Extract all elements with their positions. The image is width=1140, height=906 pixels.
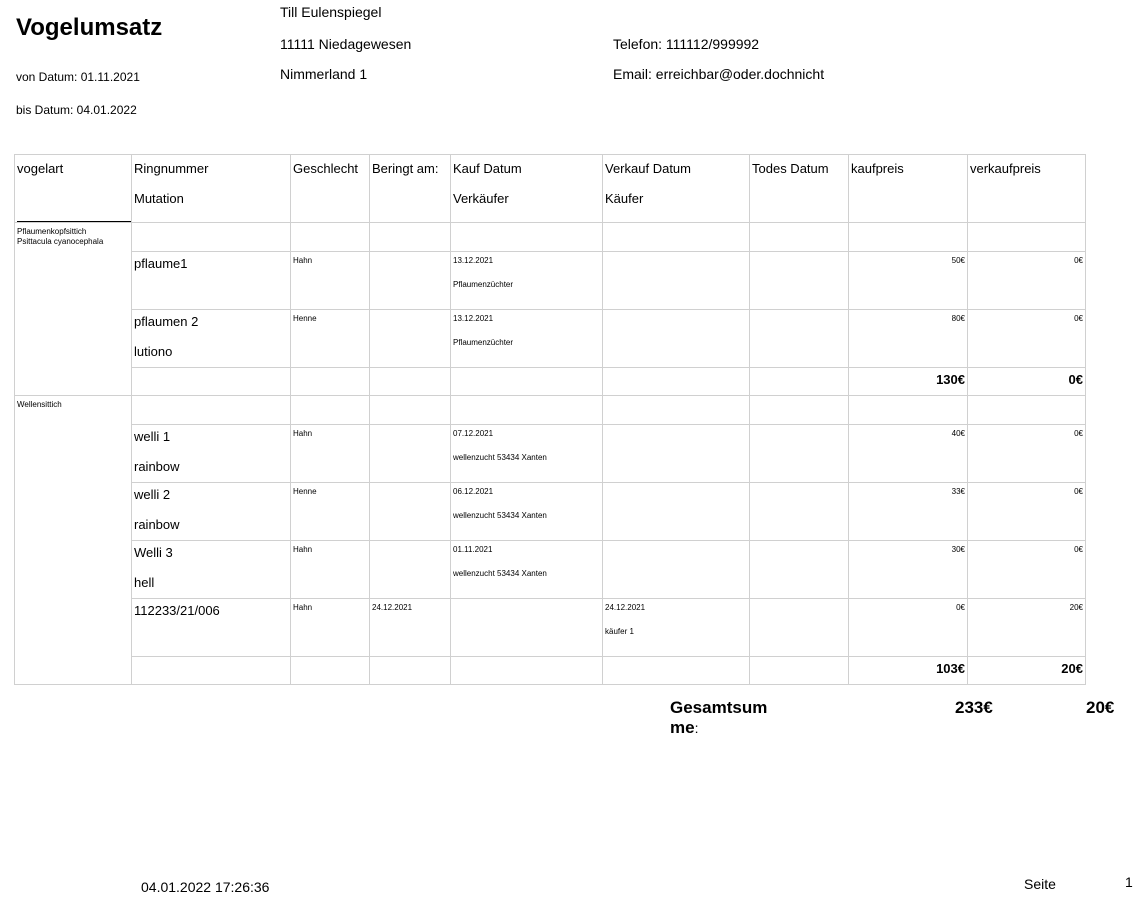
subtotal-buy: 130€ [849,368,968,396]
table-row: welli 2 rainbow Henne 06.12.2021 wellenzucht 53434 Xanten 33€ 0€ [15,483,1086,541]
col-ringnummer: Ringnummer Mutation [132,155,291,223]
group-subtotal-row [15,368,1086,396]
from-date: von Datum: 01.11.2021 [16,70,140,84]
table-row: 112233/21/006 Hahn 24.12.2021 24.12.2021 käufer 1 0€ 20€ [15,599,1086,657]
bird-sales-table [14,154,1086,685]
grand-total-buy: 233€ [955,698,993,717]
col-geschlecht: Geschlecht [291,155,370,223]
species-name: Pflaumenkopfsittich [17,227,87,236]
owner-email: Email: erreichbar@oder.dochnicht [613,66,825,82]
page-label: Seite [1024,876,1056,892]
group-header-row [15,396,1086,425]
owner-name: Till Eulenspiegel [280,4,382,20]
to-date: bis Datum: 04.01.2022 [16,103,137,117]
table-row: pflaumen 2 lutiono Henne 13.12.2021 Pflaumenzüchter 80€ 0€ [15,310,1086,368]
grand-total-label: Gesamtsum me: [670,698,768,737]
col-verkauf-datum: Verkauf Datum Käufer [603,155,750,223]
owner-city: 11111 Niedagewesen [280,36,412,52]
table-row: welli 1 rainbow Hahn 07.12.2021 wellenzucht 53434 Xanten 40€ 0€ [15,425,1086,483]
table-row: pflaume1 Hahn 13.12.2021 Pflaumenzüchter 50€ 0€ [15,252,1086,310]
owner-street: Nimmerland 1 [280,66,368,82]
col-kauf-datum: Kauf Datum Verkäufer [451,155,603,223]
table-row: Welli 3 hell Hahn 01.11.2021 wellenzucht 53434 Xanten 30€ 0€ [15,541,1086,599]
group-header-row [15,223,1086,252]
col-vogelart: vogelart [15,155,132,223]
group-species-cell [15,396,132,685]
species-name: Wellensittich [17,400,62,409]
col-kaufpreis: kaufpreis [849,155,968,223]
header-row [15,155,1086,223]
print-timestamp: 04.01.2022 17:26:36 [141,879,270,895]
subtotal-sell: 20€ [968,657,1086,685]
col-beringt: Beringt am: [370,155,451,223]
owner-phone: Telefon: 111112/999992 [613,36,760,52]
subtotal-sell: 0€ [968,368,1086,396]
group-species-cell [15,223,132,396]
species-latin: Psittacula cyanocephala [17,237,104,246]
report-title: Vogelumsatz [16,14,163,41]
grand-total-sell: 20€ [1086,698,1115,717]
col-todes-datum: Todes Datum [750,155,849,223]
page-number: 1 [1125,874,1133,890]
subtotal-buy: 103€ [849,657,968,685]
group-subtotal-row [15,657,1086,685]
col-verkaufpreis: verkaufpreis [968,155,1086,223]
